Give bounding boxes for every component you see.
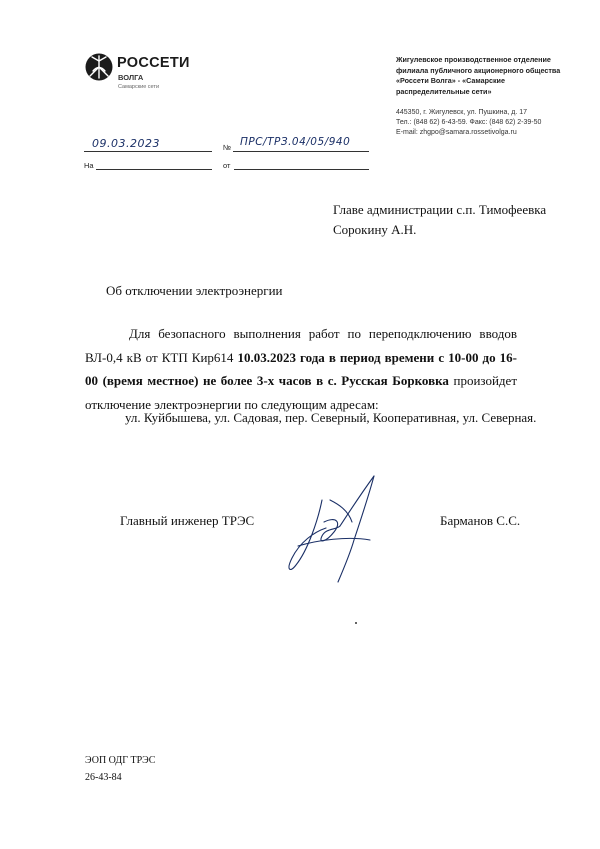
addressee-line-1: Главе администрации с.п. Тимофеевка xyxy=(333,202,547,217)
logo-subtitle-2: Самарские сети xyxy=(118,84,160,90)
org-line: распределительные сети» xyxy=(396,86,492,96)
org-line: Жигулевское производственное отделение xyxy=(396,55,551,64)
organization-block xyxy=(396,55,566,97)
executor-phone: 26-43-84 xyxy=(85,772,122,783)
handwritten-signature xyxy=(278,470,388,590)
phone-fax-line: Тел.: (848 62) 6-43-59. Факс: (848 62) 2-39-50 xyxy=(396,119,542,126)
rosseti-logo-icon xyxy=(84,52,114,82)
number-label: № xyxy=(223,143,232,152)
handwritten-number: ПРС/ТРЗ.04/05/940 xyxy=(240,136,351,148)
address-line: 445350, г. Жигулевск, ул. Пушкина, д. 17 xyxy=(396,109,528,116)
street-list: ул. Куйбышева, ул. Садовая, пер. Северный, Кооперативная, ул. Северная. xyxy=(125,410,537,425)
logo-name: РОССЕТИ xyxy=(117,55,190,71)
na-line xyxy=(96,169,212,170)
handwritten-date: 09.03.2023 xyxy=(92,137,160,150)
org-line: «Россети Волга» - «Самарские xyxy=(396,76,505,85)
address-block xyxy=(396,108,566,138)
date-line xyxy=(84,151,212,152)
body-text-1: Для безопасного выполнения работ по переподключению вводов ВЛ-0,4 кВ от КТП Кир614 xyxy=(85,326,517,365)
body-text-2: произойдет отключение электроэнергии по следующим адресам: xyxy=(85,373,518,412)
executor-name: ЭОП ОДГ ТРЭС xyxy=(85,755,156,766)
logo-subtitle: ВОЛГА xyxy=(118,73,144,82)
signatory-name: Барманов С.С. xyxy=(440,513,521,528)
letter-subject: Об отключении электроэнергии xyxy=(106,283,283,298)
number-line xyxy=(233,151,369,152)
signatory-title: Главный инженер ТРЭС xyxy=(120,513,255,528)
org-line: филиала публичного акционерного общества xyxy=(396,65,561,75)
ot-line xyxy=(234,169,369,170)
body-bold-text: 10.03.2023 года в период времени с 10-00 до 16-00 (время местное) не более 3-х часов в с. Русская Борковка xyxy=(85,349,517,388)
ink-dot xyxy=(355,622,357,624)
body-paragraph xyxy=(85,322,517,416)
ot-label: от xyxy=(223,161,231,170)
addressee-line-2: Сорокину А.Н. xyxy=(333,222,417,237)
email-line: E-mail: zhgpo@samara.rossetivolga.ru xyxy=(396,129,517,136)
na-label: На xyxy=(84,161,94,170)
